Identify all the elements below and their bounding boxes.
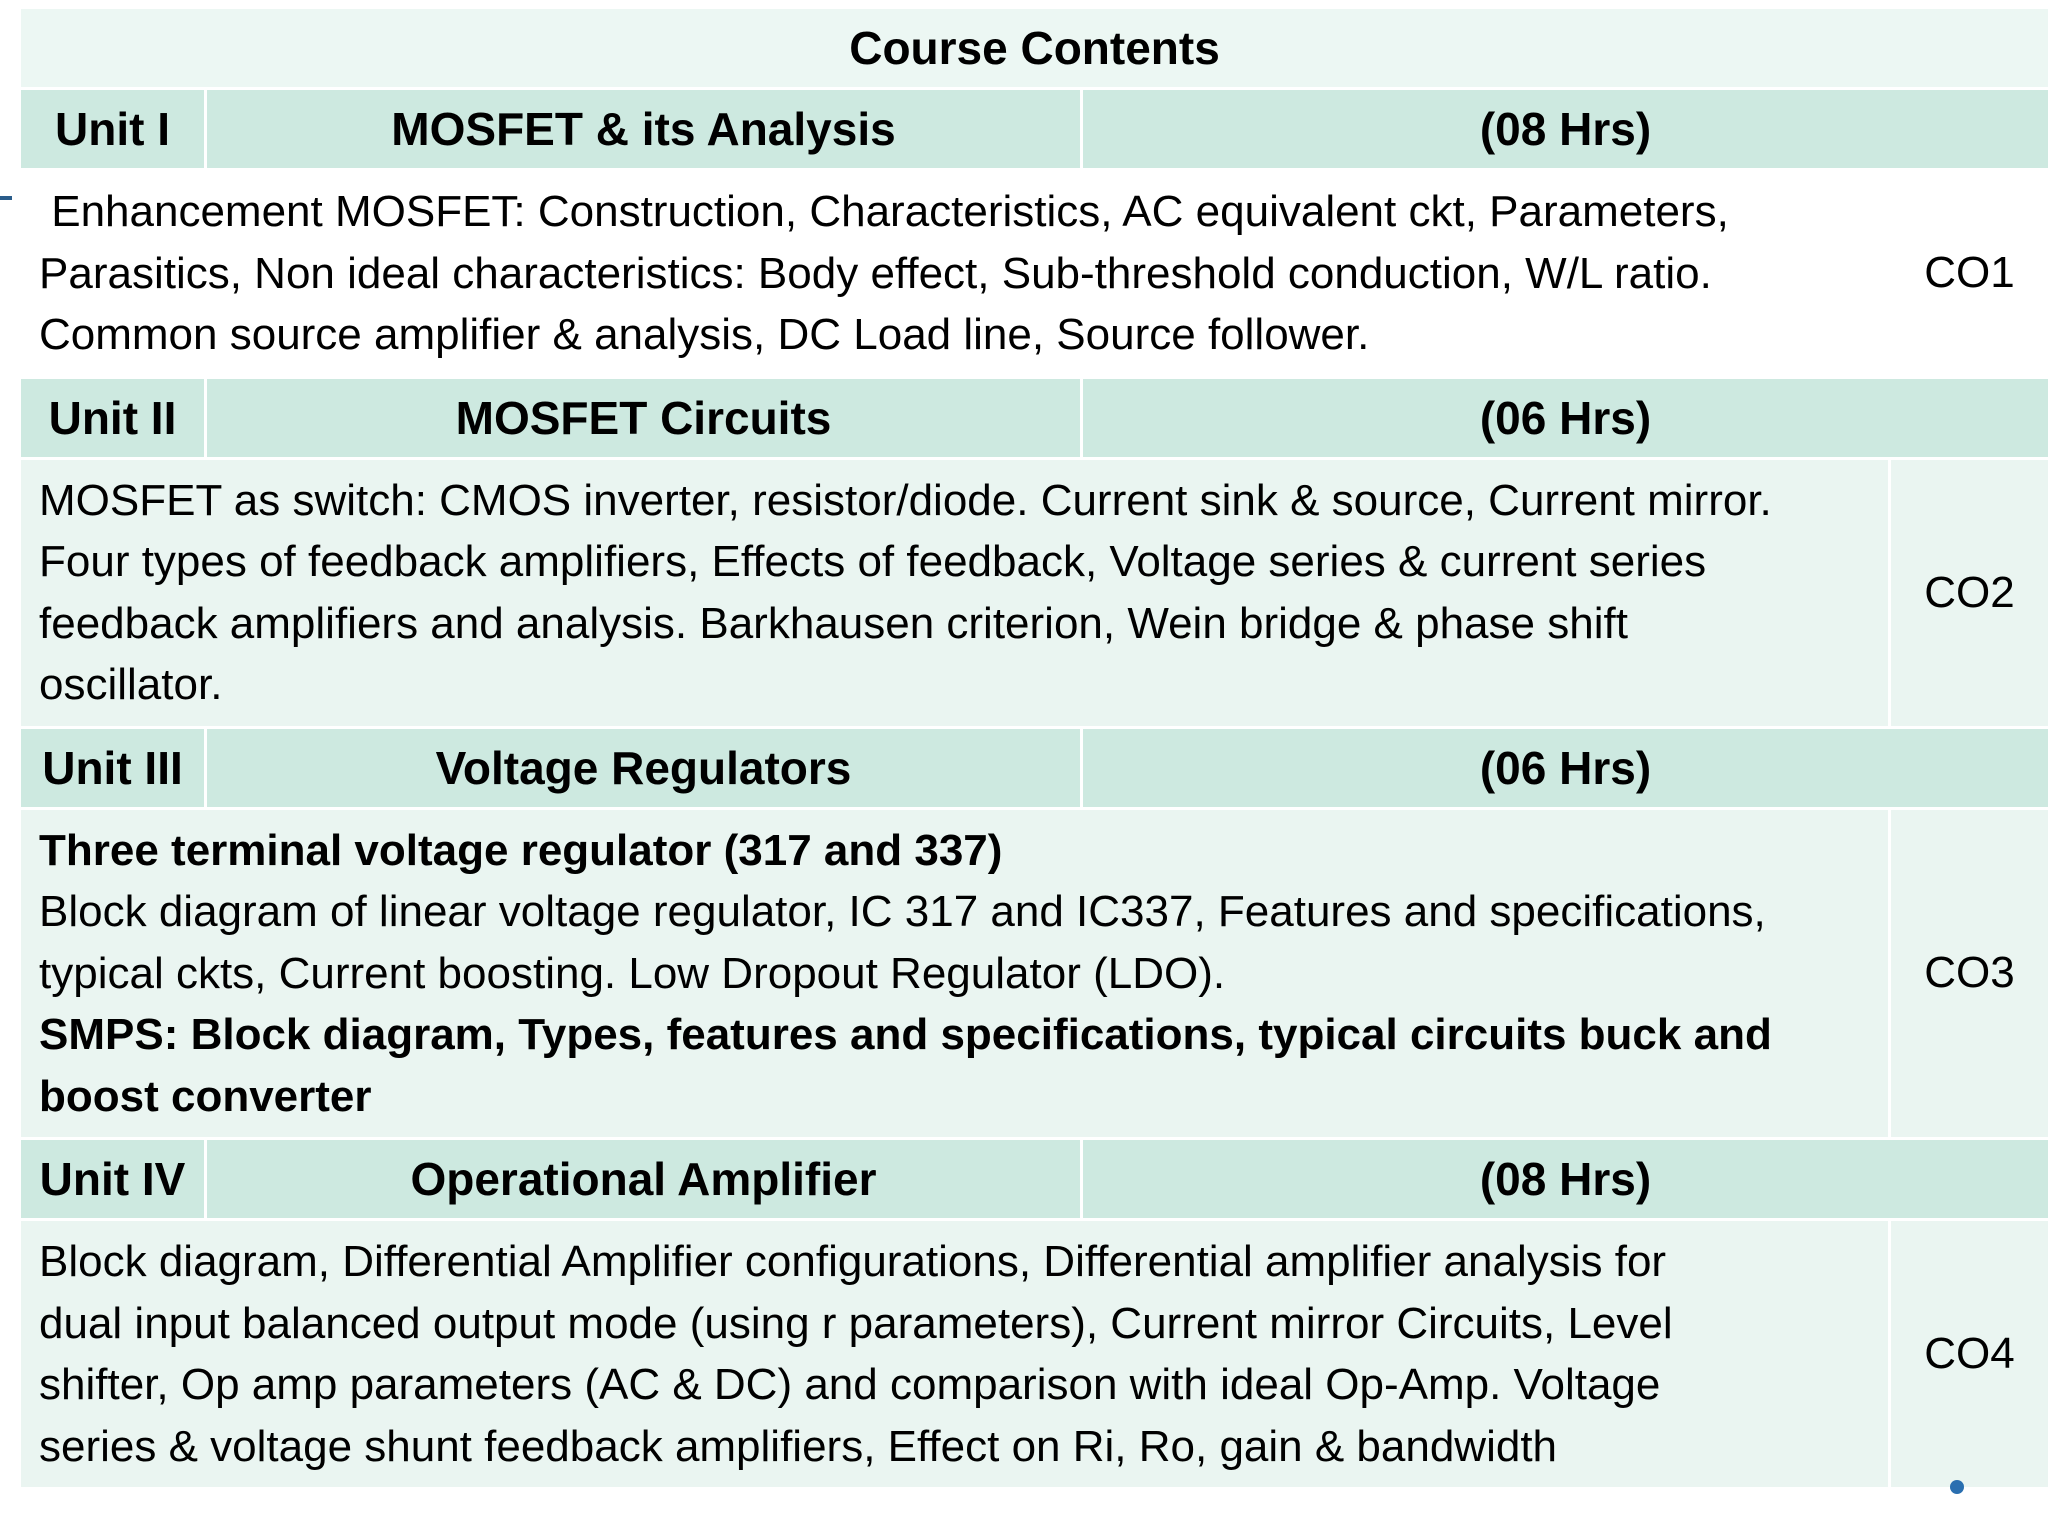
unit-label: Unit I <box>20 89 206 170</box>
unit-content-row <box>20 170 2048 378</box>
course-contents-table-wrapper <box>18 6 2048 1490</box>
unit-content-row <box>20 1220 2048 1489</box>
table-title: Course Contents <box>20 8 2048 89</box>
unit-content-row <box>20 458 2048 727</box>
content-line: Four types of feedback amplifiers, Effects of feedback, Voltage series & current series <box>39 537 1707 586</box>
unit-content <box>20 1220 1890 1489</box>
unit-hours: (08 Hrs) <box>1082 1139 2048 1220</box>
content-line: oscillator. <box>39 660 223 709</box>
unit-header-row <box>20 89 2048 170</box>
unit-name: Operational Amplifier <box>206 1139 1082 1220</box>
course-outcome: CO4 <box>1890 1220 2048 1489</box>
unit-label: Unit II <box>20 377 206 458</box>
table-title-row <box>20 8 2048 89</box>
unit-content <box>20 170 1890 378</box>
slide-dash-mark <box>0 196 12 200</box>
content-line: SMPS: Block diagram, Types, features and specifications, typical circuits buck and <box>39 1010 1772 1059</box>
content-line: MOSFET as switch: CMOS inverter, resistor/diode. Current sink & source, Current mirror. <box>39 475 1772 525</box>
content-line: shifter, Op amp parameters (AC & DC) and comparison with ideal Op-Amp. Voltage <box>39 1360 1661 1409</box>
content-line: Enhancement MOSFET: Construction, Characteristics, AC equivalent ckt, Parameters, <box>39 187 1729 236</box>
unit-content <box>20 808 1890 1139</box>
content-line: typical ckts, Current boosting. Low Dropout Regulator (LDO). <box>39 948 1226 998</box>
unit-name: MOSFET & its Analysis <box>206 89 1082 170</box>
content-line: boost converter <box>39 1071 372 1121</box>
unit-header-row <box>20 727 2048 808</box>
course-outcome: CO1 <box>1890 170 2048 378</box>
content-line: series & voltage shunt feedback amplifiers, Effect on Ri, Ro, gain & bandwidth <box>39 1421 1558 1471</box>
content-line: Block diagram, Differential Amplifier configurations, Differential amplifier analysis for <box>39 1237 1667 1286</box>
unit-hours: (08 Hrs) <box>1082 89 2048 170</box>
course-outcome: CO3 <box>1890 808 2048 1139</box>
unit-content-row <box>20 808 2048 1139</box>
content-line: Three terminal voltage regulator (317 and 337) <box>39 825 1003 875</box>
unit-content <box>20 458 1890 727</box>
content-line: Block diagram of linear voltage regulator, IC 317 and IC337, Features and specifications, <box>39 887 1766 936</box>
unit-label: Unit IV <box>20 1139 206 1220</box>
unit-header-row <box>20 377 2048 458</box>
content-line: Parasitics, Non ideal characteristics: Body effect, Sub-threshold conduction, W/L ratio. <box>39 248 1712 298</box>
unit-name: Voltage Regulators <box>206 727 1082 808</box>
unit-hours: (06 Hrs) <box>1082 727 2048 808</box>
unit-name: MOSFET Circuits <box>206 377 1082 458</box>
course-contents-table <box>18 6 2048 1490</box>
content-line: feedback amplifiers and analysis. Barkhausen criterion, Wein bridge & phase shift <box>39 598 1628 648</box>
course-outcome: CO2 <box>1890 458 2048 727</box>
content-line: Common source amplifier & analysis, DC Load line, Source follower. <box>39 310 1370 359</box>
unit-label: Unit III <box>20 727 206 808</box>
unit-hours: (06 Hrs) <box>1082 377 2048 458</box>
slide-corner-mark <box>1950 1480 1964 1494</box>
unit-header-row <box>20 1139 2048 1220</box>
content-line: dual input balanced output mode (using r parameters), Current mirror Circuits, Level <box>39 1298 1673 1348</box>
